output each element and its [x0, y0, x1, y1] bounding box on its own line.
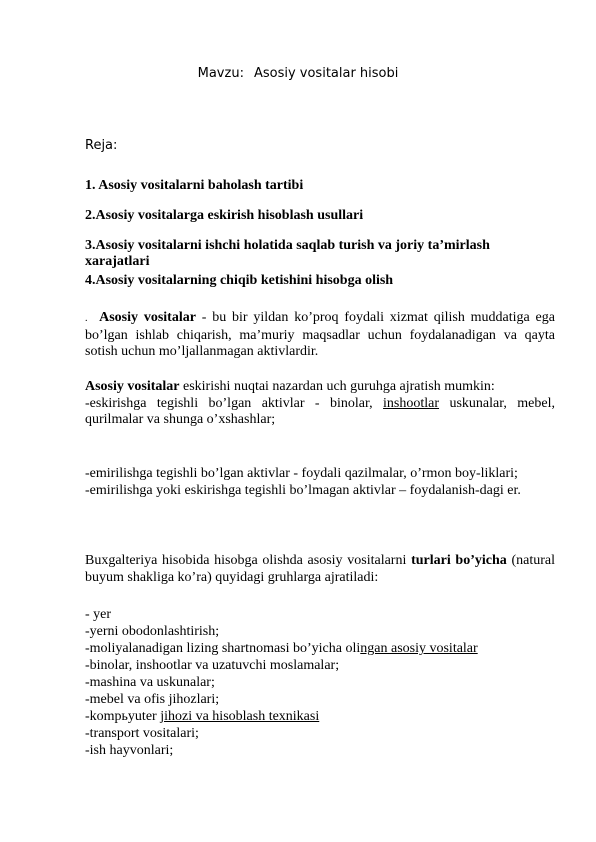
- inshootlar-link[interactable]: inshootlar: [383, 395, 440, 411]
- accounting-paragraph: [85, 553, 555, 586]
- list-item-7: [85, 709, 319, 725]
- definition-text: - bu bir yildan ko’proq foydali xizmat qilish muddatiga ega bo’lgan ishlab chiqarish, ma’muriy maqsadlar uchun foydalanadigan va qayta sotish uchun mo’ljallanmagan aktivlardir.: [85, 310, 555, 359]
- list-item-1: - yer: [85, 607, 112, 622]
- list-item-6: -mebel va ofis jihozlari;: [85, 692, 220, 707]
- plan-item-1: 1. Asosiy vositalarni baholash tartibi: [85, 178, 304, 193]
- accounting-text-a: Buxgalteriya hisobida hisobga olishda asosiy vositalarni: [85, 553, 412, 568]
- list-item-9: -ish hayvonlari;: [85, 743, 174, 758]
- list-item-7-text: -kompьyuter: [85, 709, 161, 724]
- group-3-text: -emirilishga yoki eskirishga tegishli bo’lmagan aktivlar – foydalanish-dagi er.: [85, 482, 521, 498]
- list-item-3-text: -moliyalanadigan lizing shartnomasi bo’yicha oli: [85, 641, 361, 656]
- groups-text: eskirishi nuqtai nazardan uch guruhga ajratish mumkin:: [179, 379, 495, 394]
- list-item-5: -mashina va uskunalar;: [85, 675, 215, 690]
- page-title: [0, 66, 596, 81]
- groups-paragraph-2: [85, 466, 555, 499]
- accounting-text-c: (natural buyum shakliga ko’ra) quyidagi gruhlarga ajratiladi:: [85, 553, 555, 585]
- plan-item-2: 2.Asosiy vositalarga eskirish hisoblash usullari: [85, 208, 364, 223]
- title-text: Asosiy vositalar hisobi: [253, 66, 399, 81]
- definition-paragraph: [85, 310, 555, 361]
- list-item-7-link[interactable]: jihozi va hisoblash texnikasi: [160, 709, 320, 724]
- definition-term: Asosiy vositalar: [99, 310, 196, 325]
- title-prefix: Mavzu:: [197, 66, 244, 81]
- list-item-8: -transport vositalari;: [85, 726, 199, 741]
- list-item-3: [85, 641, 478, 657]
- accounting-term: turlari bo’yicha: [411, 553, 507, 568]
- list-item-4: -binolar, inshootlar va uzatuvchi moslamalar;: [85, 658, 340, 673]
- group-1-text-b: uskunalar, mebel, qurilmalar va shunga o’xshashlar;: [85, 395, 555, 427]
- plan-item-3: 3.Asosiy vositalarni ishchi holatida saqlab turish va joriy ta’mirlash xarajatlari: [85, 238, 490, 269]
- list-item-3-link[interactable]: ngan asosiy vositalar: [360, 641, 478, 656]
- plan-heading: Reja:: [85, 138, 118, 153]
- group-2-text: -emirilishga tegishli bo’lgan aktivlar - foydali qazilmalar, o’rmon boy-liklari;: [85, 466, 518, 481]
- plan-item-4: 4.Asosiy vositalarning chiqib ketishini hisobga olish: [85, 273, 394, 288]
- groups-term: Asosiy vositalar: [85, 379, 180, 394]
- group-1-text-a: -eskirishga tegishli bo’lgan aktivlar - binolar,: [85, 395, 384, 411]
- list-item-2: -yerni obodonlashtirish;: [85, 624, 220, 639]
- definition-lead: .: [85, 313, 88, 324]
- groups-paragraph: [85, 379, 555, 429]
